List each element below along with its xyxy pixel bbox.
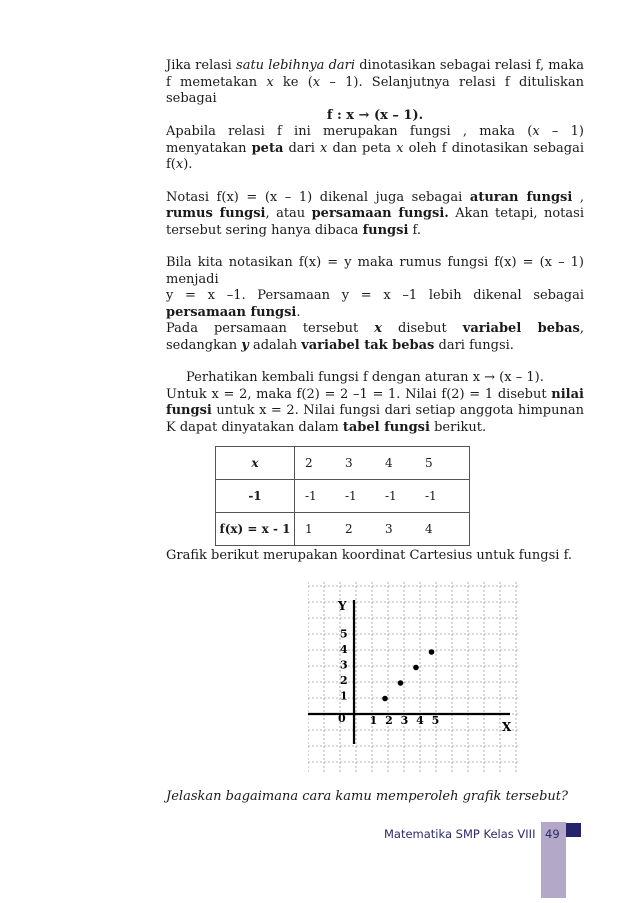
paragraph-peta: Apabila relasi f ini merupakan fungsi , maka (x – 1) menyatakan peta dari x dan peta x oleh f dinotasikan sebagai f(x). (166, 124, 585, 172)
main-text-column (166, 58, 584, 436)
table-row-header: x (216, 447, 295, 480)
footer-title: Matematika SMP Kelas VIII (384, 827, 536, 841)
table-row-values: 1 2 3 4 (295, 513, 470, 546)
table-row (216, 513, 470, 546)
x-tick-label: 4 (416, 714, 424, 727)
formula: f : x → (x – 1). (326, 107, 424, 123)
table-row-header: f(x) = x - 1 (216, 513, 295, 546)
x-tick-label: 1 (369, 714, 378, 727)
question-text: Jelaskan bagaimana cara kamu memperoleh grafik tersebut? (166, 789, 568, 804)
paragraph-variables: Pada persamaan tersebut x disebut variabel bebas, sedangkan y adalah variabel tak bebas dari fungsi. (166, 321, 584, 353)
data-point (382, 696, 388, 702)
paragraph-notation: Notasi f(x) = (x – 1) dikenal juga sebagai aturan fungsi , rumus fungsi, atau persamaan fungsi. Akan tetapi, notasi tersebut sering hanya dibaca fungsi f. (166, 189, 584, 238)
function-table (215, 446, 470, 546)
table-row-values: 2 3 4 5 (295, 447, 470, 480)
x-tick-label: 3 (400, 714, 409, 727)
y-tick-label: 4 (340, 643, 348, 656)
x-axis-label: X (502, 720, 512, 734)
table-row (216, 447, 470, 480)
paragraph-equation-2: y = x –1. Persamaan y = x –1 lebih dikenal sebagai persamaan fungsi. (166, 288, 584, 320)
y-tick-label: 1 (340, 689, 348, 703)
footer-square (566, 823, 581, 837)
cartesian-graph (308, 582, 518, 772)
table-row-header: -1 (216, 480, 295, 513)
y-axis-label: Y (338, 599, 347, 613)
table-row-values: -1 -1 -1 -1 (295, 480, 470, 513)
page-number: 49 (545, 827, 560, 841)
data-point (413, 665, 419, 671)
paragraph-example-intro: Perhatikan kembali fungsi f dengan aturan x → (x – 1). (186, 370, 544, 385)
y-tick-label: 3 (340, 658, 348, 672)
y-tick-label: 2 (340, 674, 348, 687)
paragraph-relation: Jika relasi satu lebihnya dari dinotasikan sebagai relasi f, maka f memetakan x ke (x – 1). Selanjutnya relasi f dituliskan sebagai (166, 58, 585, 106)
x-tick-label: 5 (431, 714, 440, 727)
data-point (398, 680, 404, 686)
data-point (429, 649, 435, 655)
y-tick-label: 5 (340, 627, 348, 641)
x-tick-label: 2 (385, 714, 393, 727)
paragraph-example: Untuk x = 2, maka f(2) = 2 –1 = 1. Nilai f(2) = 1 disebut nilai fungsi untuk x = 2. Nilai fungsi dari setiap anggota himpunan K dapat dinyatakan dalam tabel fungsi berikut. (166, 386, 584, 435)
graph-caption: Grafik berikut merupakan koordinat Cartesius untuk fungsi f. (166, 548, 573, 563)
paragraph-equation: Bila kita notasikan f(x) = y maka rumus fungsi f(x) = (x – 1) menjadi (166, 255, 584, 287)
origin-label: 0 (338, 712, 346, 725)
table-row (216, 480, 470, 513)
